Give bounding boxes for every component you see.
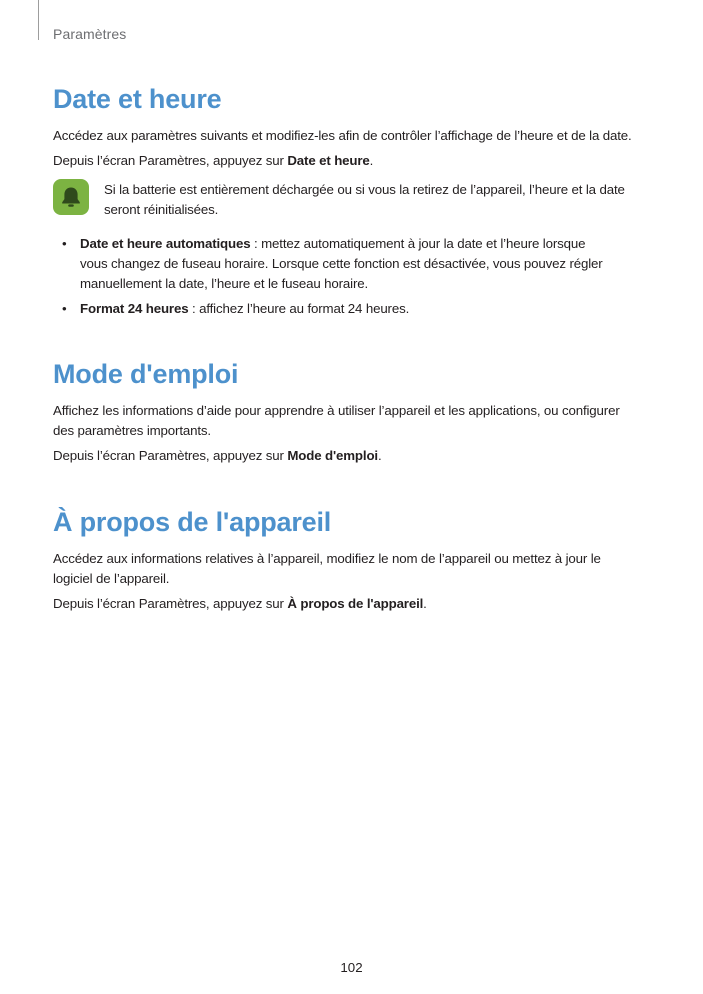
bullet-item-auto-date-line-2: vous changez de fuseau horaire. Lorsque cette fonction est désactivée, vous pouvez régler (80, 256, 603, 271)
path-suffix: . (423, 596, 427, 611)
bullet-marker: • (62, 236, 67, 251)
path-suffix: . (377, 448, 382, 463)
navigation-path (53, 446, 382, 466)
path-prefix: Depuis l’écran Paramètres, appuyez sur (53, 596, 288, 611)
bullet-item-auto-date (80, 234, 585, 254)
navigation-path (53, 594, 427, 614)
section-intro-line-1: Affichez les informations d’aide pour apprendre à utiliser l’appareil et les applications, ou configurer (53, 403, 620, 418)
running-header: Paramètres (53, 26, 127, 42)
page-number: 102 (340, 960, 363, 975)
header-divider (38, 0, 39, 40)
section-intro-line-2: des paramètres importants. (53, 423, 211, 438)
section-intro-line-2: logiciel de l’appareil. (53, 571, 170, 586)
bullet-description: : affichez l’heure au format 24 heures. (188, 301, 410, 316)
path-target: Date et heure (287, 153, 370, 168)
path-target: Mode d'emploi (287, 448, 378, 463)
section-heading-date-time: Date et heure (53, 84, 222, 114)
path-prefix: Depuis l’écran Paramètres, appuyez sur (53, 153, 288, 168)
path-suffix: . (369, 153, 374, 168)
bell-icon (53, 179, 89, 215)
bullet-item-24h (80, 299, 409, 319)
bullet-marker: • (62, 301, 67, 316)
section-heading-user-manual: Mode d'emploi (53, 359, 239, 389)
bullet-item-auto-date-line-3: manuellement la date, l’heure et le fuseau horaire. (80, 276, 369, 291)
path-prefix: Depuis l’écran Paramètres, appuyez sur (53, 448, 288, 463)
section-intro-line-1: Accédez aux informations relatives à l’appareil, modifiez le nom de l’appareil ou mettez à jour le (53, 551, 601, 566)
bullet-term: Format 24 heures (80, 301, 189, 316)
section-heading-about-device: À propos de l'appareil (53, 507, 332, 537)
path-target: À propos de l'appareil (287, 596, 424, 611)
section-intro: Accédez aux paramètres suivants et modifiez-les afin de contrôler l’affichage de l’heure et de la date. (53, 128, 632, 143)
navigation-path (53, 151, 373, 171)
note-text-line-1: Si la batterie est entièrement déchargée ou si vous la retirez de l’appareil, l’heure et la date (104, 182, 625, 197)
bullet-description: : mettez automatiquement à jour la date et l’heure lorsque (250, 236, 586, 251)
bullet-term: Date et heure automatiques (80, 236, 251, 251)
note-text-line-2: seront réinitialisées. (104, 202, 219, 217)
